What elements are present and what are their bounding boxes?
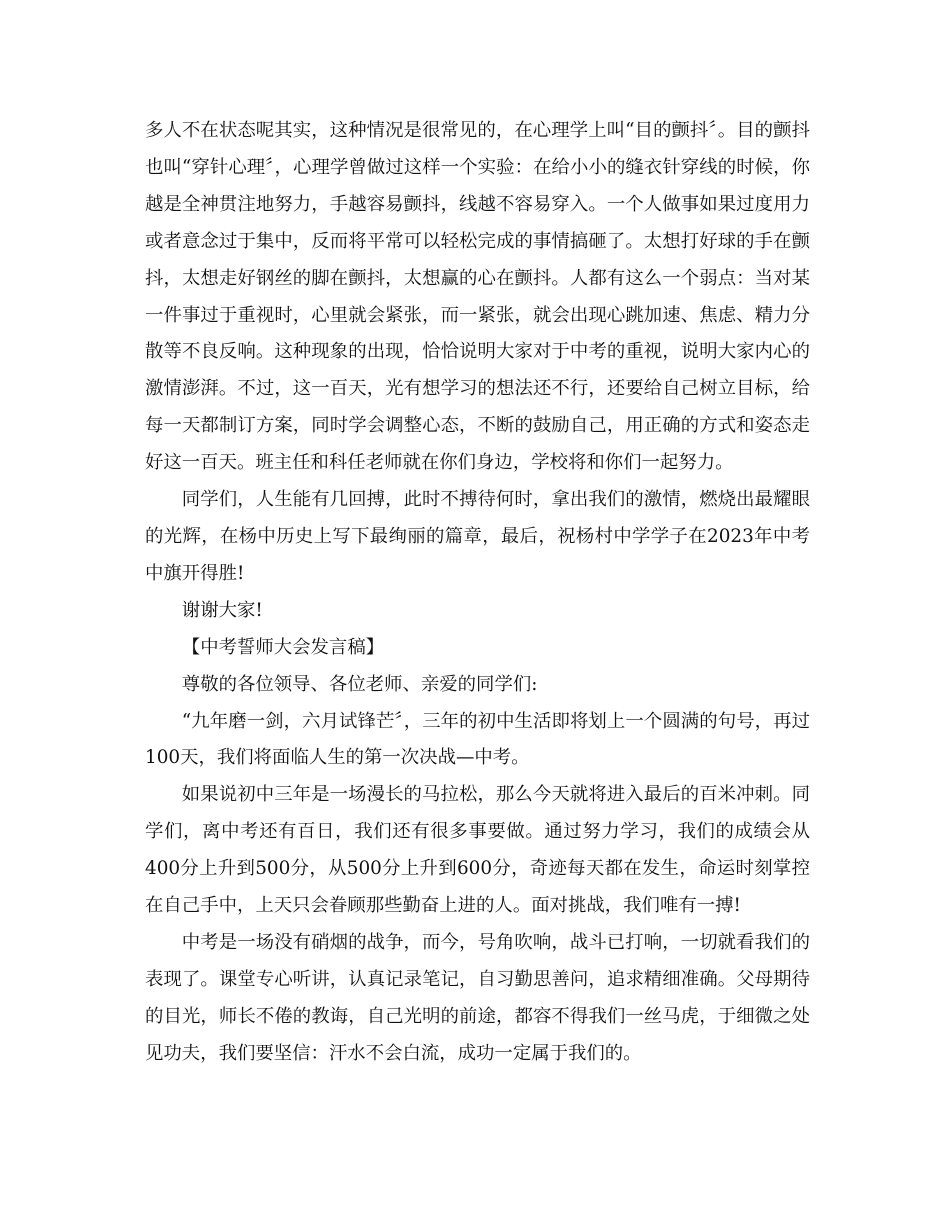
- paragraph-8: 中考是一场没有硝烟的战争，而今，号角吹响，战斗已打响，一切就看我们的表现了。课堂专心听讲，认真记录笔记，自习勤思善问，追求精细准确。父母期待的目光，师长不倦的教诲，自己光明的前途，都容不得我们一丝马虎，于细微之处见功夫，我们要坚信：汗水不会白流，成功一定属于我们的。: [145, 931, 810, 1064]
- salutation: 尊敬的各位领导、各位老师、亲爱的同学们:: [181, 673, 538, 695]
- paragraph-6: “九年磨一剑，六月试锋芒〞，三年的初中生活即将划上一个圆满的句号，再过100天，我们将面临人生的第一次决战—中考。: [145, 710, 810, 769]
- paragraph-7: 如果说初中三年是一场漫长的马拉松，那么今天就将进入最后的百米冲刺。同学们，离中考还有百日，我们还有很多事要做。通过努力学习，我们的成绩会从400分上升到500分，从500分上升到600分，奇迹每天都在发生，命运时刻掌控在自己手中，上天只会眷顾那些勤奋上进的人。面对挑战，我们唯有一搏!: [145, 784, 810, 917]
- document-body: [145, 113, 810, 1073]
- paragraph-1: 多人不在状态呢其实，这种情况是很常见的，在心理学上叫“目的颤抖〞。目的颤抖也叫“穿针心理〞，心理学曾做过这样一个实验：在给小小的缝衣针穿线的时候，你越是全神贯注地努力，手越容易颤抖，线越不容易穿入。一个人做事如果过度用力或者意念过于集中，反而将平常可以轻松完成的事情搞砸了。太想打好球的手在颤抖，太想走好钢丝的脚在颤抖，太想赢的心在颤抖。人都有这么一个弱点：当对某一件事过于重视时，心里就会紧张，而一紧张，就会出现心跳加速、焦虑、精力分散等不良反响。这种现象的出现，恰恰说明大家对于中考的重视，说明大家内心的激情澎湃。不过，这一百天，光有想学习的想法还不行，还要给自己树立目标，给每一天都制订方案，同时学会调整心态，不断的鼓励自己，用正确的方式和姿态走好这一百天。班主任和科任老师就在你们身边，学校将和你们一起努力。: [145, 120, 810, 474]
- paragraph-2: 同学们，人生能有几回搏，此时不搏待何时，拿出我们的激情，燃烧出最耀眼的光辉，在杨中历史上写下最绚丽的篇章，最后，祝杨村中学学子在2023年中考中旗开得胜!: [145, 489, 810, 584]
- section-heading: 【中考誓师大会发言稿】: [181, 636, 385, 658]
- paragraph-3: 谢谢大家!: [181, 599, 263, 621]
